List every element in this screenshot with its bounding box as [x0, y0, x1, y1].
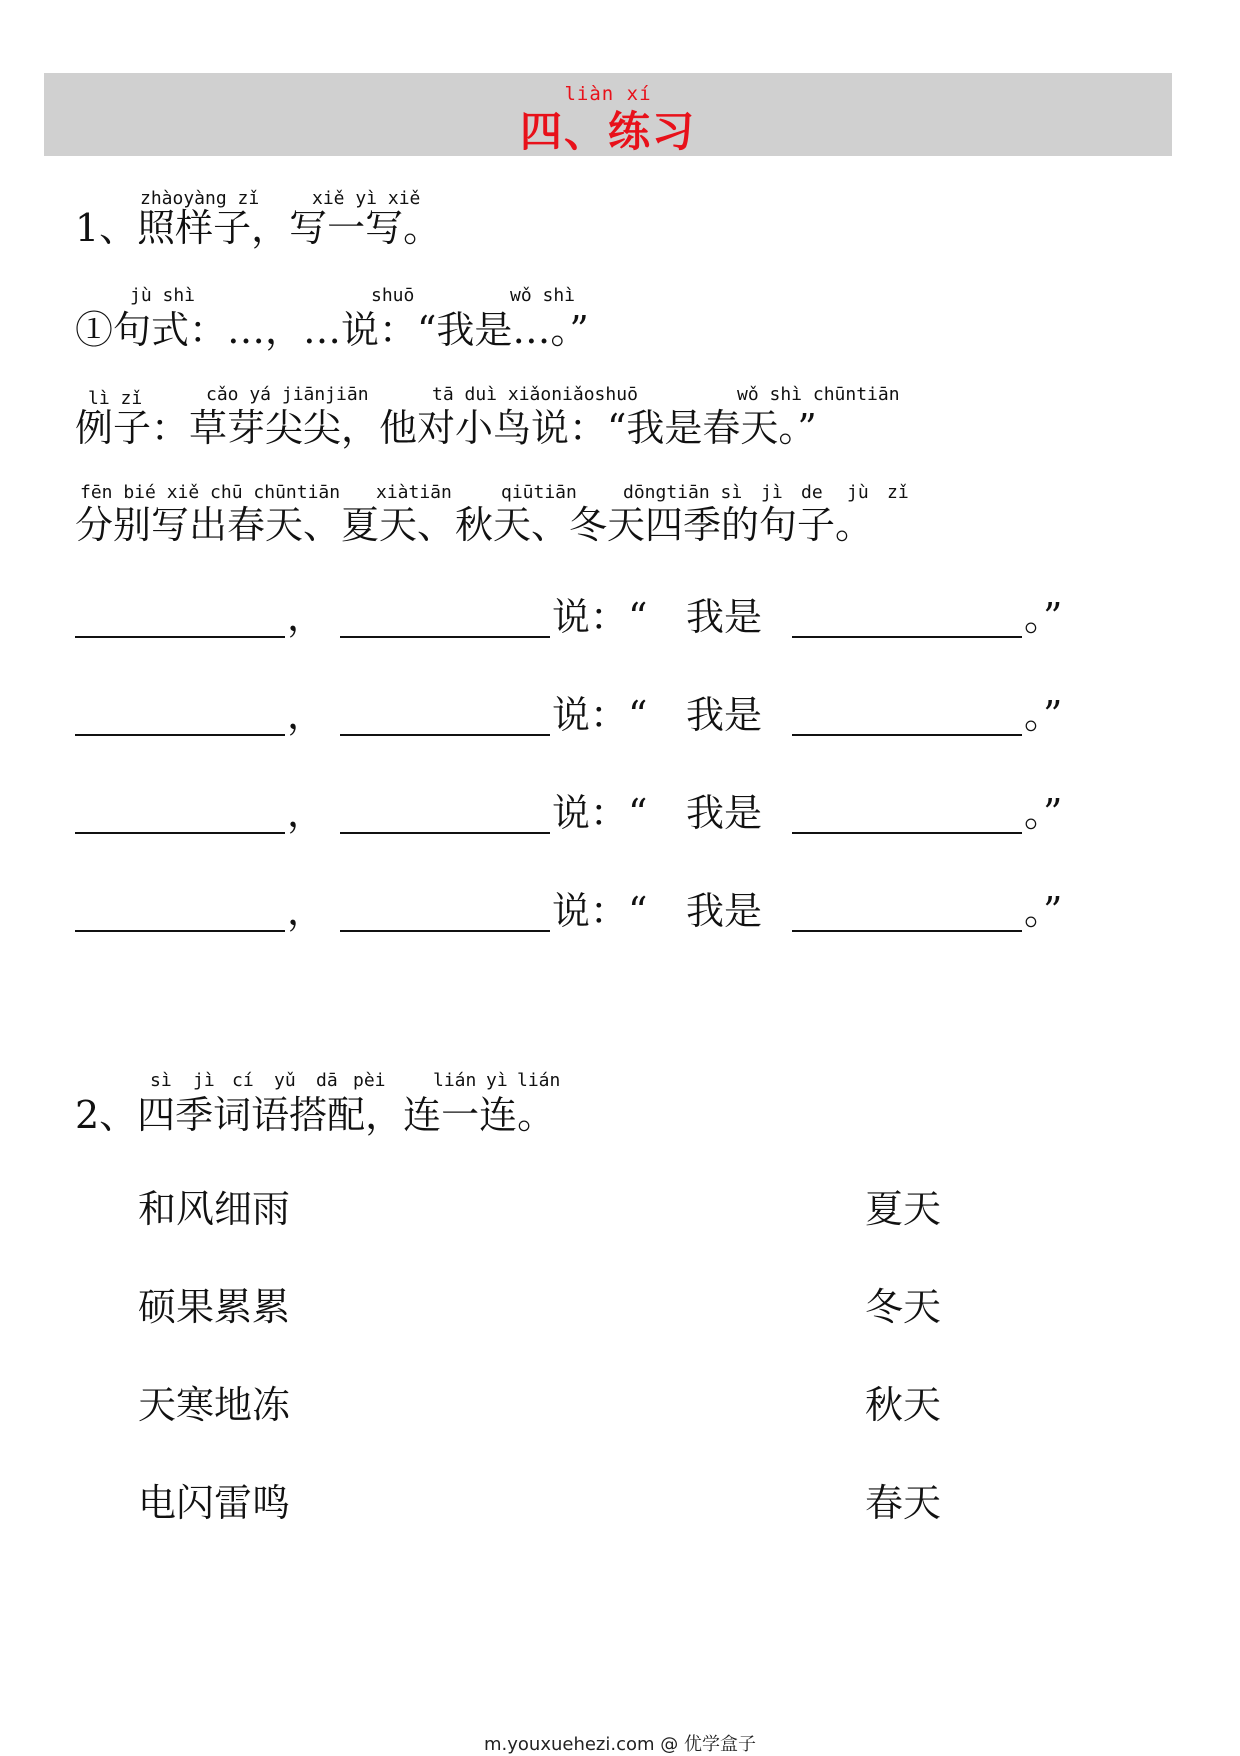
say-text: 说：“	[552, 889, 648, 933]
blank-line[interactable]	[792, 636, 1022, 638]
pinyin: dā	[316, 1070, 338, 1091]
pinyin: sì	[150, 1070, 172, 1091]
blank-line[interactable]	[75, 832, 285, 834]
pinyin: jù shì	[130, 285, 196, 306]
blank-line[interactable]	[340, 734, 550, 736]
pinyin: cǎo yá jiānjiān	[206, 384, 369, 405]
pinyin: jì	[761, 482, 783, 503]
say-text: 说：“	[552, 693, 648, 737]
i-am-text: 我是	[686, 889, 763, 933]
pinyin: wǒ shì	[510, 285, 576, 306]
left-phrase[interactable]: 电闪雷鸣	[138, 1481, 291, 1525]
pinyin: jù	[847, 482, 869, 503]
left-phrase[interactable]: 天寒地冻	[138, 1383, 291, 1427]
pinyin: qiūtiān	[501, 482, 577, 503]
instruction-sentence: 分别写出春天、夏天、秋天、冬天四季的句子。	[75, 503, 874, 547]
sentence-pattern: ①句式：…，…说：“我是…。”	[75, 308, 589, 352]
right-season[interactable]: 春天	[865, 1481, 942, 1525]
section-header	[44, 73, 1172, 156]
blank-line[interactable]	[792, 832, 1022, 834]
say-text: 说：“	[552, 791, 648, 835]
pinyin: yǔ	[274, 1070, 296, 1091]
left-phrase[interactable]: 和风细雨	[138, 1187, 291, 1231]
blank-line[interactable]	[340, 636, 550, 638]
page-title: 四、练习	[519, 107, 696, 156]
footer-watermark: m.youxuehezi.com @ 优学盒子	[483, 1734, 756, 1755]
example-sentence: 例子：草芽尖尖，他对小鸟说：“我是春天。”	[75, 406, 817, 450]
pinyin: jì	[193, 1070, 215, 1091]
end-quote: 。”	[1024, 693, 1063, 737]
say-text: 说：“	[552, 595, 648, 639]
blank-line[interactable]	[792, 930, 1022, 932]
end-quote: 。”	[1024, 791, 1063, 835]
blank-line[interactable]	[792, 734, 1022, 736]
i-am-text: 我是	[686, 595, 763, 639]
title-pinyin: liàn xí	[564, 83, 652, 105]
i-am-text: 我是	[686, 693, 763, 737]
comma: ，	[287, 693, 326, 737]
pinyin: xiě yì xiě	[312, 188, 421, 209]
comma: ，	[287, 791, 326, 835]
pinyin: lián	[433, 1070, 477, 1091]
pinyin: lián	[517, 1070, 561, 1091]
question-2-title: 2、四季词语搭配，连一连。	[75, 1093, 556, 1137]
right-season[interactable]: 冬天	[865, 1285, 942, 1329]
blank-line[interactable]	[75, 734, 285, 736]
blank-line[interactable]	[340, 930, 550, 932]
end-quote: 。”	[1024, 889, 1063, 933]
pinyin: pèi	[353, 1070, 386, 1091]
comma: ，	[287, 889, 326, 933]
pinyin: fēn bié xiě chū chūntiān	[80, 482, 341, 503]
i-am-text: 我是	[686, 791, 763, 835]
blank-line[interactable]	[75, 636, 285, 638]
pinyin: cí	[232, 1070, 254, 1091]
end-quote: 。”	[1024, 595, 1063, 639]
pinyin: lì zǐ	[88, 388, 143, 409]
right-season[interactable]: 夏天	[865, 1187, 942, 1231]
pinyin: wǒ shì chūntiān	[737, 384, 900, 405]
pinyin: tā duì xiǎoniǎoshuō	[432, 384, 638, 405]
pinyin: shuō	[371, 285, 415, 306]
comma: ，	[287, 595, 326, 639]
pinyin: zhàoyàng zǐ	[140, 188, 260, 209]
pinyin: xiàtiān	[376, 482, 452, 503]
pinyin: de	[801, 482, 823, 503]
pinyin: zǐ	[887, 482, 909, 503]
question-1-title: 1、照样子，写一写。	[75, 206, 442, 250]
pinyin: dōngtiān sì	[623, 482, 743, 503]
left-phrase[interactable]: 硕果累累	[138, 1285, 291, 1329]
blank-line[interactable]	[340, 832, 550, 834]
right-season[interactable]: 秋天	[865, 1383, 942, 1427]
blank-line[interactable]	[75, 930, 285, 932]
pinyin: yì	[486, 1070, 508, 1091]
